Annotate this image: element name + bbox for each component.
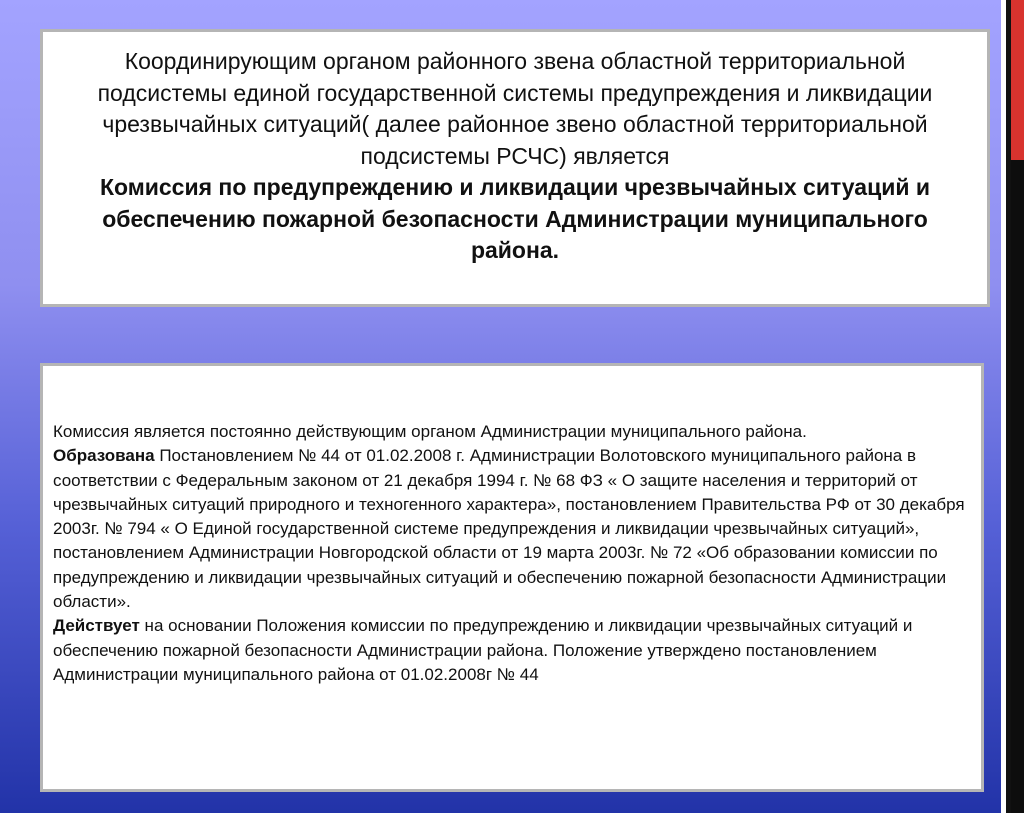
edge-stripe-red	[1011, 0, 1024, 160]
commission-details-box	[40, 363, 984, 792]
acts-paragraph	[53, 614, 971, 687]
commission-intro	[53, 420, 971, 444]
coordinating-body-box	[40, 29, 990, 307]
commission-name: Комиссия по предупреждению и ликвидации чрезвычайных ситуаций и обеспечению пожарной безопасности Администрации муниципального района.	[99, 174, 931, 263]
formed-paragraph	[53, 444, 971, 614]
acts-text: на основании Положения комиссии по предупреждению и ликвидации чрезвычайных ситуаций и обеспечению пожарной безопасности Администрации района. Положение утверждено постановлением Администрации муниципального района от 01.02.2008г № 44	[53, 616, 913, 684]
commission-intro-text: Комиссия является постоянно действующим органом Администрации муниципального района.	[53, 422, 807, 441]
formed-label: Образована	[53, 446, 155, 466]
formed-text: Постановлением № 44 от 01.02.2008 г. Администрации Волотовского муниципального района в соответствии с Федеральным законом от 21 декабря 1994 г. № 68 ФЗ « О защите населения и территорий от чрезвычайных ситуаций природного и техногенного характера», постановлением Правительства РФ от 30 декабря 2003г. № 794 « О Единой государственной системе предупреждения и ликвидации чрезвычайных ситуаций», постановлением Администрации Новгородской области от 19 марта 2003г. № 72 «Об образовании комиссии по предупреждению и ликвидации чрезвычайных ситуаций и обеспечению пожарной безопасности Администрации области».	[53, 446, 965, 612]
acts-label: Действует	[53, 616, 140, 636]
coordinating-body-intro: Координирующим органом районного звена областной территориальной подсистемы единой государственной системы предупреждения и ликвидации чрезвычайных ситуаций( далее районное звено областной территориальной подсистемы РСЧС) является	[97, 48, 933, 169]
edge-stripe-dark	[1011, 160, 1024, 813]
